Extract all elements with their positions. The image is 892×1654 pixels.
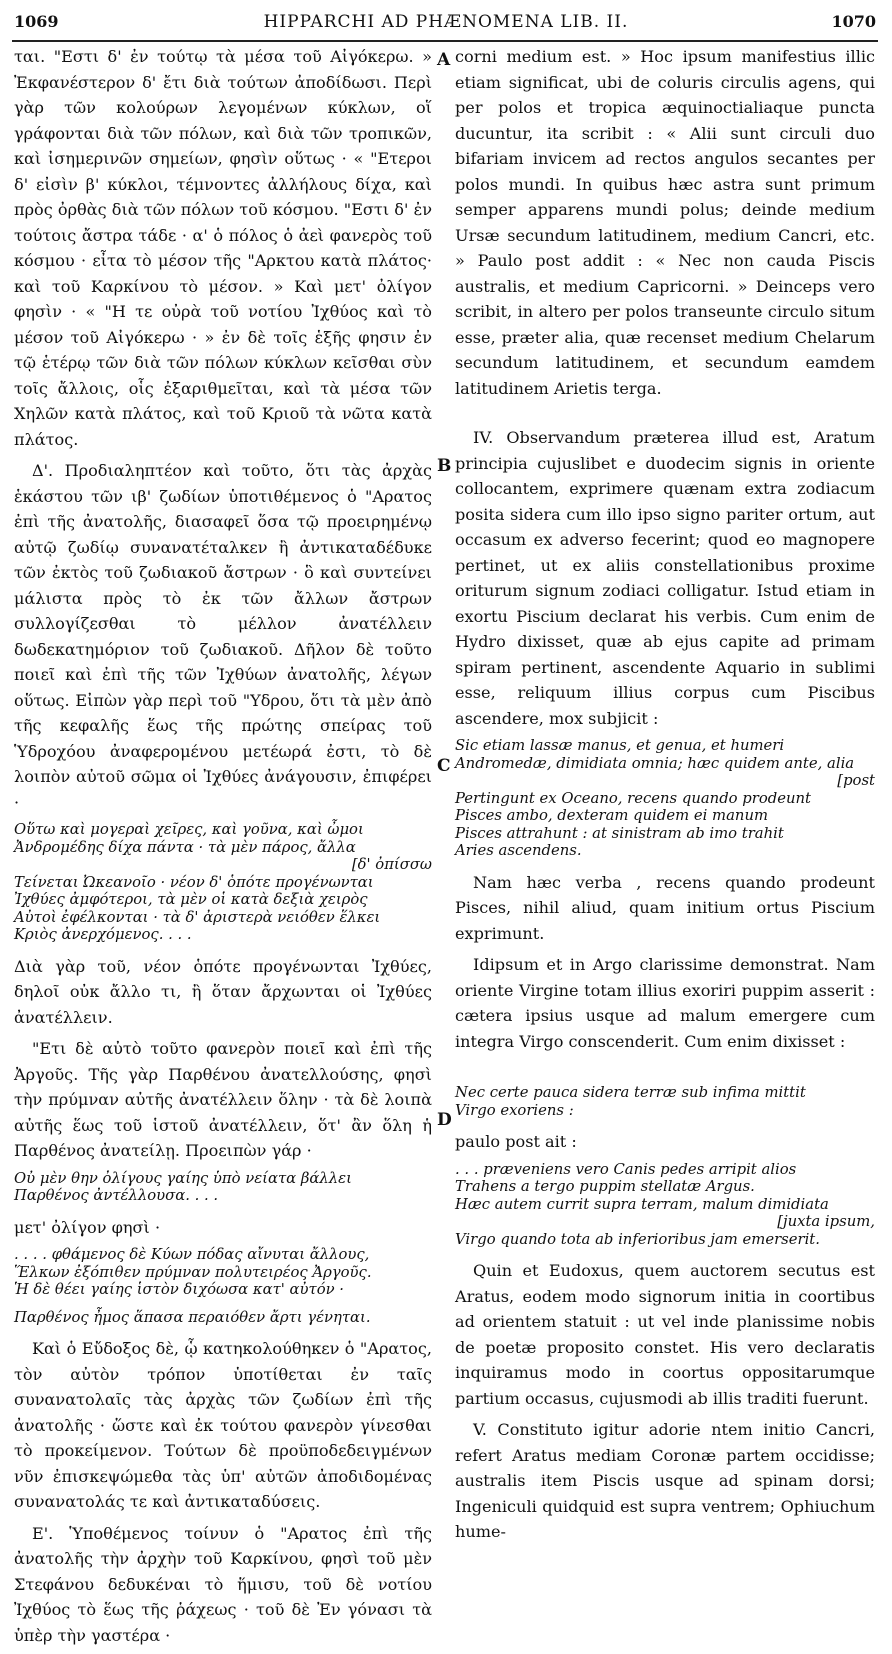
verse-line: Pertingunt ex Oceano, recens quando prodeunt [455,789,811,807]
verse-line: Virgo quando tota ab inferioribus jam emerserit. [455,1230,820,1248]
verse-line: Andromedæ, dimidiata omnia; hæc quidem ante, alia [455,754,855,772]
latin-paragraph: IV. Observandum præterea illud est, Aratum principia cujuslibet e duodecim signis in oriente collocantem, exprimere quænam extra zodiacum posita sidera cum illo ipso signo pariter ortum, aut occasum ex adverso fecerint; quod eo magnopere pertinet, ut ex aliis constellationibus proxime oriturum signum zodiaci colligatur. Istud etiam in exortu Piscium declarat his verbis. Cum enim de Hydro dixisset, quæ ab ejus capite ad primam spiram pertinent, ascendente Aquario in sublimi esse, reliquum illius corpus cum Piscibus ascendere, mox subjicit : [455,428,875,728]
greek-verse-block [14,1246,432,1299]
verse-line: Ἀνδρομέδης δίχα πάντα · τὰ μὲν πάρος, ἄλλα [14,838,356,856]
verse-line: Οὐ μὲν θην ὀλίγους γαίης ὑπὸ νείατα βάλλει [14,1169,352,1187]
verse-line: Pisces attrahunt : at sinistram ab imo trahit [455,824,784,842]
verse-line: Ἡ δὲ θέει γαίης ἱστὸν διχόωσα κατ' αὐτόν · [14,1281,345,1298]
section-marker-d: D [437,1110,452,1130]
greek-verse-block [14,1170,432,1205]
greek-paragraph: Δ'. Προδιαληπτέον καὶ τοῦτο, ὅτι τὰς ἀρχὰς ἑκάστου τῶν ιβ' ζωδίων ὑποτιθέμενος ὁ "Αρατος ἐπὶ τῆς ἀνατολῆς, διασαφεῖ ὅσα τῷ προειρημένῳ αὐτῷ ζωδίῳ συνανατέταλκεν ἢ ἀντικαταδέδυκε τῶν ἐκτὸς τοῦ ζωδιακοῦ ἄστρων · ὃ καὶ συντείνει μάλιστα πρὸς τὸ ἐκ τῶν ἄλλων ἄστρων συλλογίζεσθαι τὸ μέλλον ἀνατέλλειν δωδεκατημόριον τοῦ ζωδιακοῦ. Δῆλον δὲ τοῦτο ποιεῖ καὶ ἐπὶ τῆς τῶν Ἰχθύων ἀνατολῆς, λέγων οὕτως. Εἰπὼν γὰρ περὶ τοῦ "Υδρου, ὅτι τὰ μὲν ἀπὸ τῆς κεφαλῆς ἕως τῆς πρώτης σπείρας τοῦ Ὑδροχόου ἀναφερομένου μετέωρά ἐστι, τὸ δὲ λοιπὸν αὐτοῦ σῶμα οἱ Ἰχθύες ἀνάγουσιν, ἐπιφέρει · [14,461,432,812]
greek-paragraph: Καὶ ὁ Εὔδοξος δὲ, ᾧ κατηκολούθηκεν ὁ "Αρατος, τὸν αὐτὸν τρόπον ὑποτίθεται ἐν ταῖς συνανατολαῖς τὰς ἀρχὰς τῶν ζωδίων ἐπὶ τῆς ἀνατολῆς · ὥστε καὶ ἐκ τούτου φανερὸν γίνεσθαι τὸ προκείμενον. Τούτων δὲ προϋποδεδειγμένων νῦν ἐπισκεψώμεθα τὰς ὑπ' αὐτῶν ἀποδιδομένας συνανατολάς τε καὶ ἀντικαταδύσεις. [14,1339,432,1511]
greek-verse-block [14,1309,432,1327]
section-marker-c: C [437,756,451,776]
latin-paragraph: Idipsum et in Argo clarissime demonstrat. Nam oriente Virgine totam illius exoriri puppim asserit : cætera ipsius usque ad malum emergere cum integra Virgo conscenderit. Cum enim dixisset : [455,955,875,1051]
verse-line: Τείνεται Ὠκεανοῖο · νέον δ' ὁπότε προγένωνται [14,873,374,891]
running-title: HIPPARCHI AD PHÆNOMENA LIB. II. [263,12,629,32]
greek-paragraph: Ε'. Ὑποθέμενος τοίνυν ὁ "Αρατος ἐπὶ τῆς ἀνατολῆς τὴν ἀρχὴν τοῦ Καρκίνου, φησὶ τοῦ μὲν Στεφάνου δεδυκέναι τὸ ἥμισυ, τοῦ δὲ νοτίου Ἰχθύος τὸ ἕως τῆς ῥάχεως · τοῦ δὲ Ἐν γόνασι τὰ ὑπὲρ τὴν γαστέρα · [14,1523,432,1645]
verse-line: [juxta ipsum, [777,1213,875,1230]
section-marker-b: B [437,456,452,476]
greek-paragraph: μετ' ὀλίγον φησὶ · [14,1217,161,1237]
verse-line: [post [837,772,875,789]
verse-line: Sic etiam lassæ manus, et genua, et humeri [455,737,785,754]
verse-line: Virgo exoriens : [455,1101,574,1119]
verse-line: Ἕλκων ἐξόπιθεν πρύμναν πολυτειρέος Ἀργοῦς. [14,1263,372,1281]
verse-line: Trahens a tergo puppim stellatæ Argus. [455,1178,755,1195]
latin-paragraph: corni medium est. » Hoc ipsum manifestius illic etiam significat, ubi de coluris circulis agens, qui per polos et tropica æquinoctialiaque puncta ducuntur, ita scribit : « Alii sunt circuli duo bifariam invicem ad rectos angulos secantes per polos mundi. In quibus hæc astra sunt primum semper apparens mundi polus; deinde medium Ursæ secundum latitudinem, medium Cancri, etc. » Paulo post addit : « Nec non cauda Piscis australis, et medium Capricorni. » Deinceps vero scribit, in altero per polos transeunte circulo situm esse, præter alia, quæ recenset medium Chelarum secundum latitudinem, et secundum eamdem latitudinem Arietis terga. [455,47,875,398]
greek-column [14,44,432,1654]
latin-paragraph: Quin et Eudoxus, quem auctorem secutus est Aratus, eodem modo signorum initia in coortibus ad orientem statuit : ut vel inde planissime nobis de poetæ proposito constet. His vero declaratis inquiramus modo in coortus oppositarumque partium occasus, cujusmodi ab illis traditi fuerunt. [455,1261,875,1408]
latin-paragraph: paulo post ait : [455,1132,577,1151]
verse-line: Κριὸς ἀνερχόμενος. . . . [14,926,192,943]
verse-line: Αὐτοὶ ἐφέλκονται · τὰ δ' ἀριστερὰ νειόθεν ἕλκει [14,908,381,926]
running-header [0,4,892,44]
verse-line: [δ' ὀπίσσω [351,856,432,873]
greek-paragraph: "Ετι δὲ αὐτὸ τοῦτο φανερὸν ποιεῖ καὶ ἐπὶ τῆς Ἀργοῦς. Τῆς γὰρ Παρθένου ἀνατελλούσης, φησὶ τὴν πρύμναν αὐτῆς ἀνατέλλειν ὅλην · τὰ δὲ λοιπὰ αὐτῆς ἕως τοῦ ἱστοῦ ἀνατέλλειν, ὅτ' ἂν ὅλη ἡ Παρθένος ἀνατείλῃ. Προειπὼν γάρ · [14,1039,432,1160]
latin-paragraph: V. Constituto igitur adorie ntem initio Cancri, refert Aratus mediam Coronæ partem occidisse; australis item Piscis usque ad spinam dorsi; Ingeniculi quidquid est supra ventrem; Ophiuchum hume- [455,1420,875,1541]
latin-verse-block [455,737,875,860]
verse-line: . . . præveniens vero Canis pedes arripit alios [455,1160,797,1178]
latin-verse-block [455,1161,875,1249]
verse-line: Hæc autem currit supra terram, malum dimidiata [455,1195,829,1213]
verse-line: Οὕτω καὶ μογεραὶ χεῖρες, καὶ γοῦνα, καὶ ὦμοι [14,821,364,838]
latin-verse-block [455,1084,875,1119]
verse-line: Pisces ambo, dexteram quidem ei manum [455,807,769,824]
latin-paragraph: Nam hæc verba , recens quando prodeunt Pisces, nihil aliud, quam initium ortus Piscium exprimunt. [455,872,875,943]
verse-line: Παρθένος ἦμος ἅπασα περαιόθεν ἄρτι γένηται. [14,1308,371,1326]
greek-verse-block [14,821,432,944]
header-rule [12,40,878,42]
verse-line: Aries ascendens. [455,842,582,859]
latin-column [455,44,875,1551]
page-number-left: 1069 [14,12,59,31]
greek-paragraph: Διὰ γὰρ τοῦ, νέον ὁπότε προγένωνται Ἰχθύες, δηλοῖ οὐκ ἄλλο τι, ἢ ὅταν ἄρχωνται οἱ Ἰχθύες ἀνατέλλειν. [14,956,432,1027]
verse-line: Ἰχθύες ἀμφότεροι, τὰ μὲν οἱ κατὰ δεξιὰ χειρὸς [14,891,368,908]
page-number-right: 1070 [831,12,876,31]
greek-paragraph: ται. "Εστι δ' ἐν τούτῳ τὰ μέσα τοῦ Αἰγόκερω. » Ἐκφανέστερον δ' ἔτι διὰ τούτων ἀποδίδωσι. Περὶ γὰρ τῶν κολούρων λεγομένων κύκλων, οἵ γράφονται διὰ τῶν πόλων, καὶ διὰ τῶν τροπικῶν, καὶ ἰσημερινῶν σημείων, φησὶν οὕτως · « "Ετεροι δ' εἰσὶν β' κύκλοι, τέμνοντες ἀλλήλους δίχα, καὶ πρὸς ὀρθὰς διὰ τῶν πόλων τοῦ κόσμου. "Εστι δ' ἐν τούτοις ἄστρα τάδε · α' ὁ πόλος ὁ ἀεὶ φανερὸς τοῦ κόσμου · εἶτα τὸ μέσον τῆς "Αρκτου κατὰ πλάτος· καὶ τοῦ Καρκίνου τὸ μέσον. » Καὶ μετ' ὀλίγον φησὶν · « "Η τε οὐρὰ τοῦ νοτίου Ἰχθύος καὶ τὸ μέσον τοῦ Αἰγόκερω · » ἐν δὲ τοῖς ἑξῆς φησιν ἐν τῷ ἑτέρῳ τῶν διὰ τῶν πόλων κύκλων κεῖσθαι σὺν τοῖς ἄλλοις, οἷς ἐξαριθμεῖται, καὶ τὰ μέσα τῶν Χηλῶν κατὰ πλάτος, καὶ τοῦ Κριοῦ τὰ νῶτα κατὰ πλάτος. [14,47,432,449]
section-marker-a: A [437,50,451,70]
verse-line: Παρθένος ἀντέλλουσα. . . . [14,1187,219,1204]
verse-line: Nec certe pauca sidera terræ sub infima mittit [455,1084,806,1101]
verse-line: . . . . φθάμενος δὲ Κύων πόδας αἴνυται ἄλλους, [14,1246,370,1263]
